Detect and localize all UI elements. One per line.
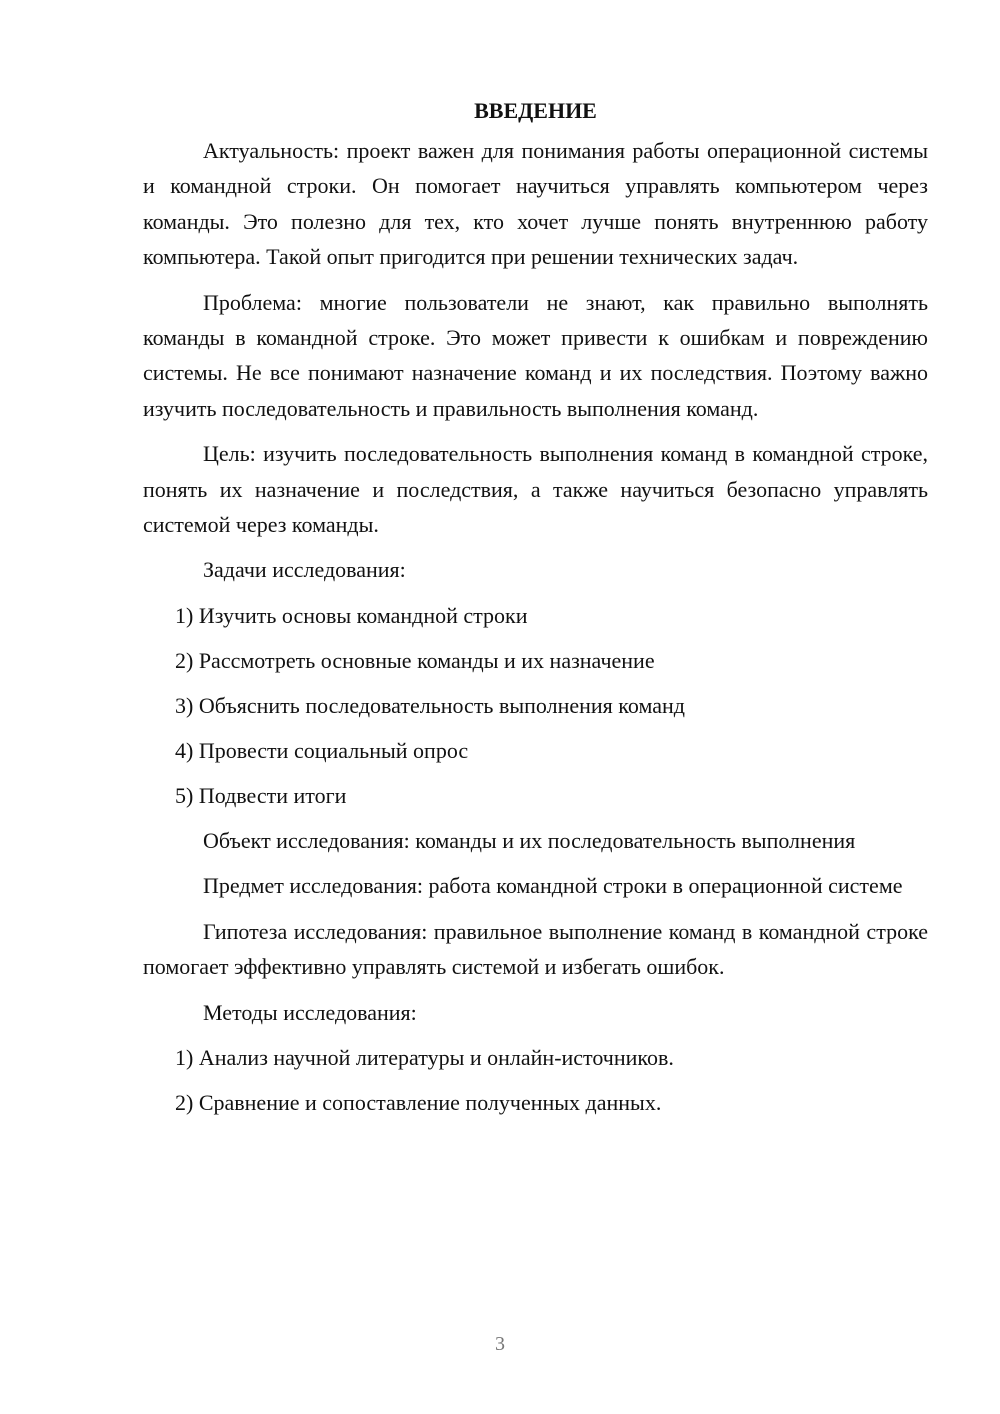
hypothesis-paragraph: Гипотеза исследования: правильное выполнение команд в командной строке помогает эффективно управлять системой и избегать ошибок. bbox=[143, 918, 928, 980]
list-item: 5) Подвести итоги bbox=[175, 782, 347, 808]
methods-list bbox=[143, 1040, 928, 1120]
page-number: 3 bbox=[495, 1333, 505, 1355]
page-content bbox=[143, 94, 928, 1120]
goal-paragraph: Цель: изучить последовательность выполнения команд в командной строке, понять их назначение и последствия, а также научиться безопасно управлять системой через команды. bbox=[143, 441, 928, 538]
tasks-heading: Задачи исследования: bbox=[203, 557, 406, 583]
list-item: 4) Провести социальный опрос bbox=[175, 737, 469, 763]
tasks-list bbox=[143, 598, 928, 813]
relevance-paragraph: Актуальность: проект важен для понимания работы операционной системы и командной строки. Он помогает научиться управлять компьютером через команды. Это полезно для тех, кто хочет лучше понять внутреннюю работу компьютера. Такой опыт пригодится при решении технических задач. bbox=[143, 138, 928, 270]
methods-heading: Методы исследования: bbox=[203, 999, 417, 1025]
subject-paragraph: Предмет исследования: работа командной строки в операционной системе bbox=[203, 873, 903, 899]
list-item: 1) Изучить основы командной строки bbox=[175, 602, 528, 628]
object-paragraph: Объект исследования: команды и их последовательность выполнения bbox=[203, 827, 856, 853]
list-item: 3) Объяснить последовательность выполнения команд bbox=[175, 692, 685, 718]
list-item: 2) Рассмотреть основные команды и их назначение bbox=[175, 647, 655, 673]
list-item: 2) Сравнение и сопоставление полученных данных. bbox=[175, 1089, 662, 1115]
list-item: 1) Анализ научной литературы и онлайн-источников. bbox=[175, 1044, 674, 1070]
problem-paragraph: Проблема: многие пользователи не знают, как правильно выполнять команды в командной строке. Это может привести к ошибкам и повреждению системы. Не все понимают назначение команд и их последствия. Поэтому важно изучить последовательность и правильность выполнения команд. bbox=[143, 289, 928, 421]
page-title: ВВЕДЕНИЕ bbox=[474, 98, 597, 123]
